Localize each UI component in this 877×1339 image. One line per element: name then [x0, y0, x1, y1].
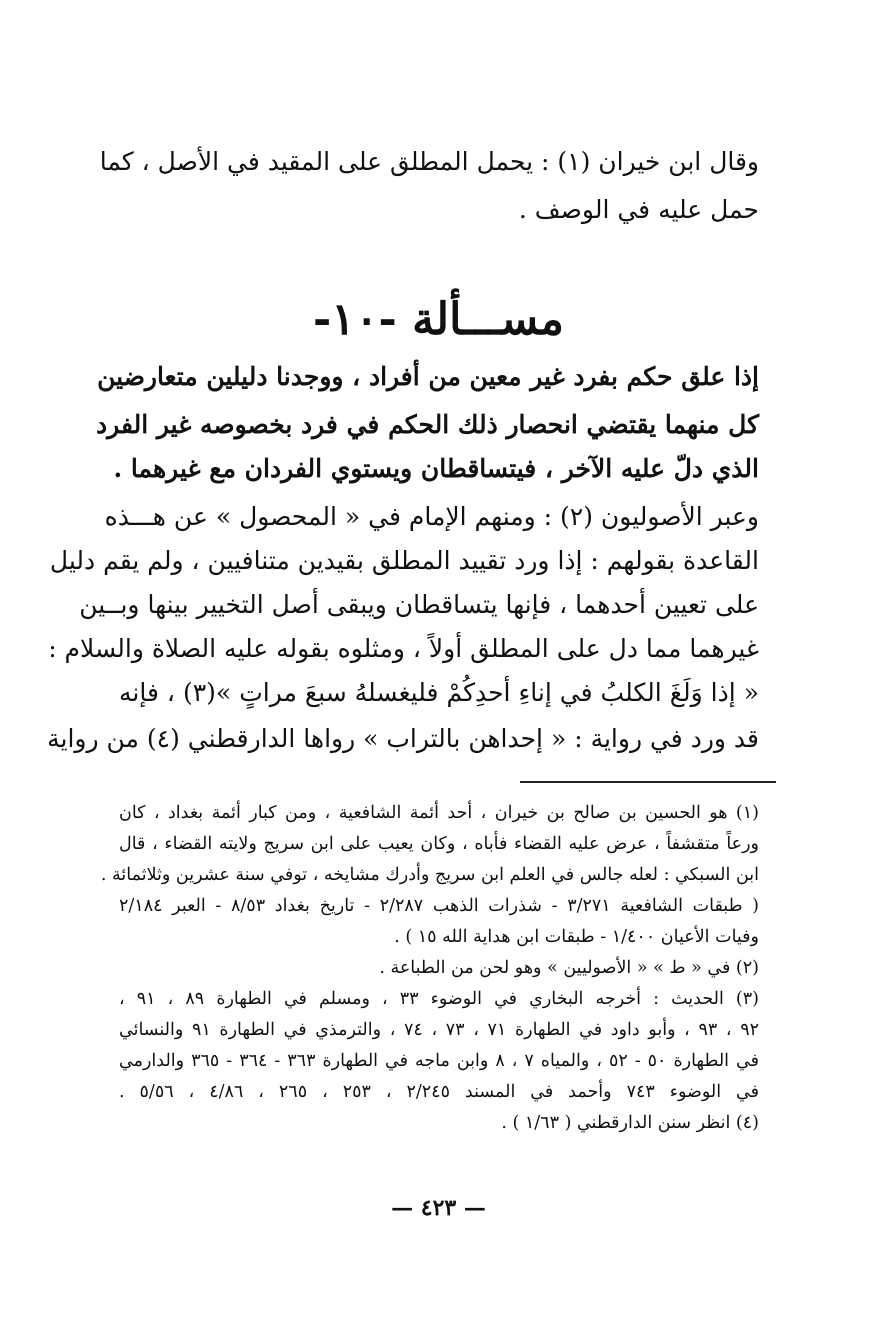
body-line-6: قد ورد في رواية : « إحداهن بالتراب » رواها الدارقطني (٤) من رواية	[47, 724, 759, 753]
footnote-line-1: (١) هو الحسين بن صالح بن خيران ، أحد أئمة الشافعية ، ومن كبار أئمة بغداد ، كان	[119, 803, 759, 823]
body-line-1: وعبر الأصوليون (٢) : ومنهم الإمام في « المحصول » عن هـــذه	[104, 502, 759, 531]
issue-heading: مســـألة -١٠-	[312, 294, 564, 345]
body-line-2: القاعدة بقولهم : إذا ورد تقييد المطلق بقيدين متنافيين ، ولم يقم دليل	[49, 546, 759, 575]
intro-line-1: وقال ابن خيران (١) : يحمل المطلق على المقيد في الأصل ، كما	[99, 147, 759, 176]
rule-line-2: كل منهما يقتضي انحصار ذلك الحكم في فرد بخصوصه غير الفرد	[96, 410, 759, 439]
footnote-line-9: في الطهارة ٥٠ - ٥٢ ، والمياه ٧ ، ٨ وابن ماجه في الطهارة ٣٦٣ - ٣٦٤ - ٣٦٥ والدارمي	[119, 1051, 759, 1071]
footnote-line-6: (٢) في « ط » « الأصوليين » وهو لحن من الطباعة .	[379, 958, 759, 978]
footnote-line-3: ابن السبكي : لعله جالس في العلم ابن سريج وأدرك مشايخه ، توفي سنة عشرين وثلاثمائة .	[100, 865, 759, 885]
footnote-line-4: ( طبقات الشافعية ٣/٢٧١ - شذرات الذهب ٢/٢٨٧ - تاريخ بغداد ٨/٥٣ - العبر ٢/١٨٤	[119, 896, 759, 916]
rule-line-3: الذي دلّ عليه الآخر ، فيتساقطان ويستوي الفردان مع غيرهما .	[113, 454, 759, 483]
page-number: — ٤٢٣ —	[391, 1195, 486, 1221]
footnote-separator	[520, 781, 776, 783]
footnote-line-11: (٤) انظر سنن الدارقطني ( ١/٦٣ ) .	[501, 1113, 759, 1133]
footnote-line-10: في الوضوء ٧٤٣ وأحمد في المسند ٢/٢٤٥ ، ٢٥٣ ، ٢٦٥ ، ٤/٨٦ ، ٥/٥٦ .	[119, 1082, 760, 1102]
body-line-3: على تعيين أحدهما ، فإنها يتساقطان ويبقى أصل التخيير بينها وبــين	[79, 590, 759, 619]
footnote-line-5: وفيات الأعيان ١/٤٠٠ - طبقات ابن هداية الله ١٥ ) .	[394, 927, 759, 947]
footnote-line-8: ٩٢ ، ٩٣ ، وأبو داود في الطهارة ٧١ ، ٧٣ ، ٧٤ ، والترمذي في الطهارة ٩١ والنسائي	[119, 1020, 760, 1040]
footnote-line-2: ورعاً متقشفاً ، عرض عليه القضاء فأباه ، وكان يعيب على ابن سريج ولايته القضاء ، قال	[119, 834, 759, 854]
intro-line-2: حمل عليه في الوصف .	[518, 195, 759, 224]
footnote-line-7: (٣) الحديث : أخرجه البخاري في الوضوء ٣٣ ، ومسلم في الطهارة ٨٩ ، ٩١ ،	[119, 989, 759, 1009]
rule-line-1: إذا علق حكم بفرد غير معين من أفراد ، ووجدنا دليلين متعارضين	[97, 362, 759, 391]
body-line-4: غيرهما مما دل على المطلق أولاً ، ومثلوه بقوله عليه الصلاة والسلام :	[48, 634, 759, 663]
body-line-5: « إذا وَلَغَ الكلبُ في إناءِ أحدِكُمْ فليغسلهُ سبعَ مراتٍ »(٣) ، فإنه	[119, 678, 759, 707]
